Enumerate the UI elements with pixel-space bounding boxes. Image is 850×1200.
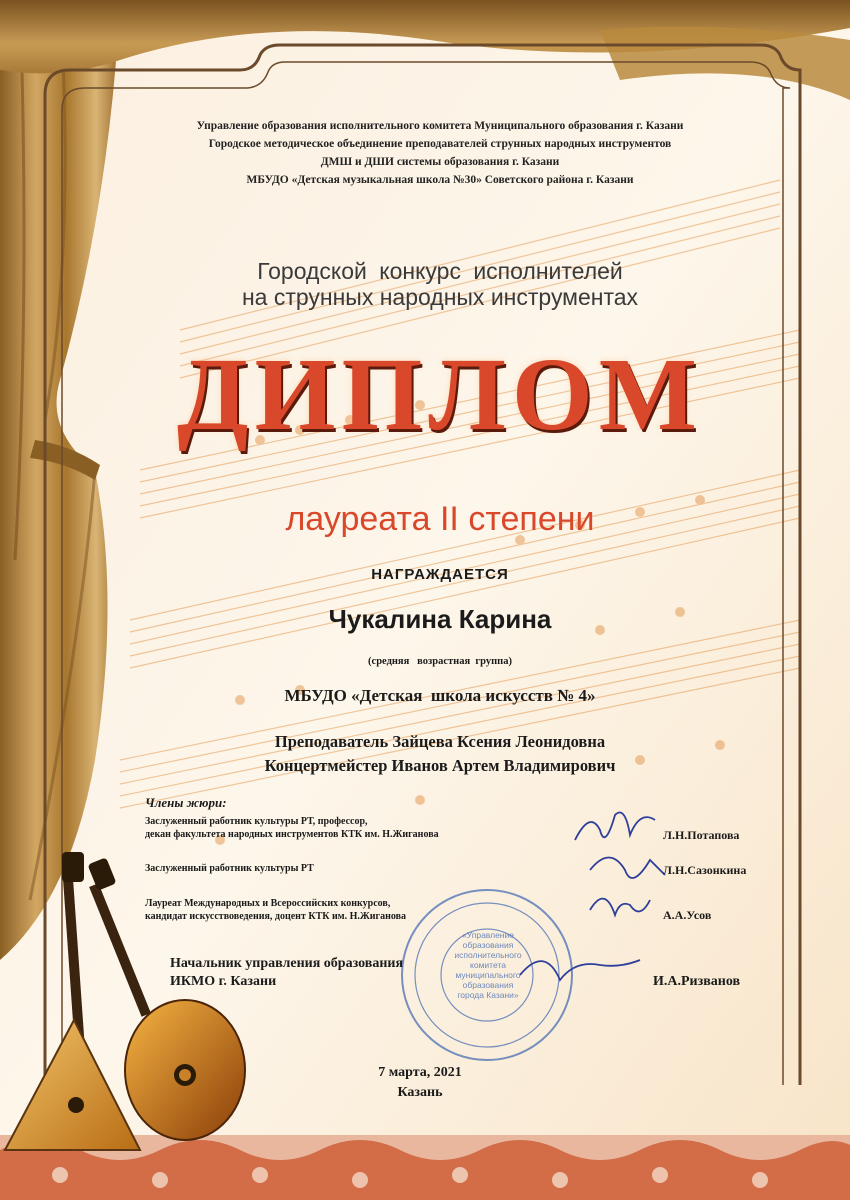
awardee-name: Чукалина Карина [328,604,552,634]
jury-title-line: Заслуженный работник культуры РТ [145,863,314,874]
award-date: 7 марта, 2021 [378,1065,462,1080]
jury-member-3-title [145,897,406,923]
award-city: Казань [397,1085,443,1100]
teacher-line: Преподаватель Зайцева Ксения Леонидовна [274,732,606,751]
contest-line-1: Городской конкурс исполнителей [257,258,623,284]
head-line-1: Начальник управления образования [170,956,404,971]
head-of-department [170,955,403,991]
degree-label: лауреата II степени [285,500,595,538]
jury-label: Члены жюри: [145,795,227,810]
head-name: И.А.Ризванов [653,974,741,989]
age-group: (средняя возрастная группа) [368,656,512,667]
organizers-block [120,117,760,189]
accompanist-line: Концертмейстер Иванов Артем Владимирович [264,756,616,775]
school-name: МБУДО «Детская школа искусств № 4» [284,686,596,705]
head-line-2: ИКМО г. Казани [170,974,277,989]
jury-member-2-name: Л.Н.Сазонкина [663,863,747,877]
stamp-text: «Управление образования исполнительного комитета муниципального образования города Казани» [454,930,522,1000]
organizer-line-2: Городское методическое объединение преподавателей струнных народных инструментов [208,138,672,150]
date-block [320,1063,520,1103]
organizer-line-4: МБУДО «Детская музыкальная школа №30» Советского района г. Казани [246,174,634,186]
organizer-line-3: ДМШ и ДШИ системы образования г. Казани [320,156,560,168]
jury-member-1-title [145,815,439,841]
jury-member-2-title [145,862,314,875]
contest-name [120,258,760,310]
jury-title-line: Лауреат Международных и Всероссийских конкурсов, [145,898,391,909]
contest-line-2: на струнных народных инструментах [241,284,639,310]
jury-member-3-name: А.А.Усов [663,908,712,922]
organizer-line-1: Управление образования исполнительного комитета Муниципального образования г. Казани [196,120,684,132]
teachers-block [120,730,760,778]
jury-member-1-name: Л.Н.Потапова [663,828,740,842]
jury-title-line: Заслуженный работник культуры РТ, профессор, [145,816,368,827]
jury-title-line: кандидат искусствоведения, доцент КТК им. Н.Жиганова [145,911,406,922]
awarded-label: НАГРАЖДАЕТСЯ [371,566,509,583]
diploma-title: ДИПЛОМ [177,337,703,452]
jury-title-line: декан факультета народных инструментов КТК им. Н.Жиганова [145,829,439,840]
